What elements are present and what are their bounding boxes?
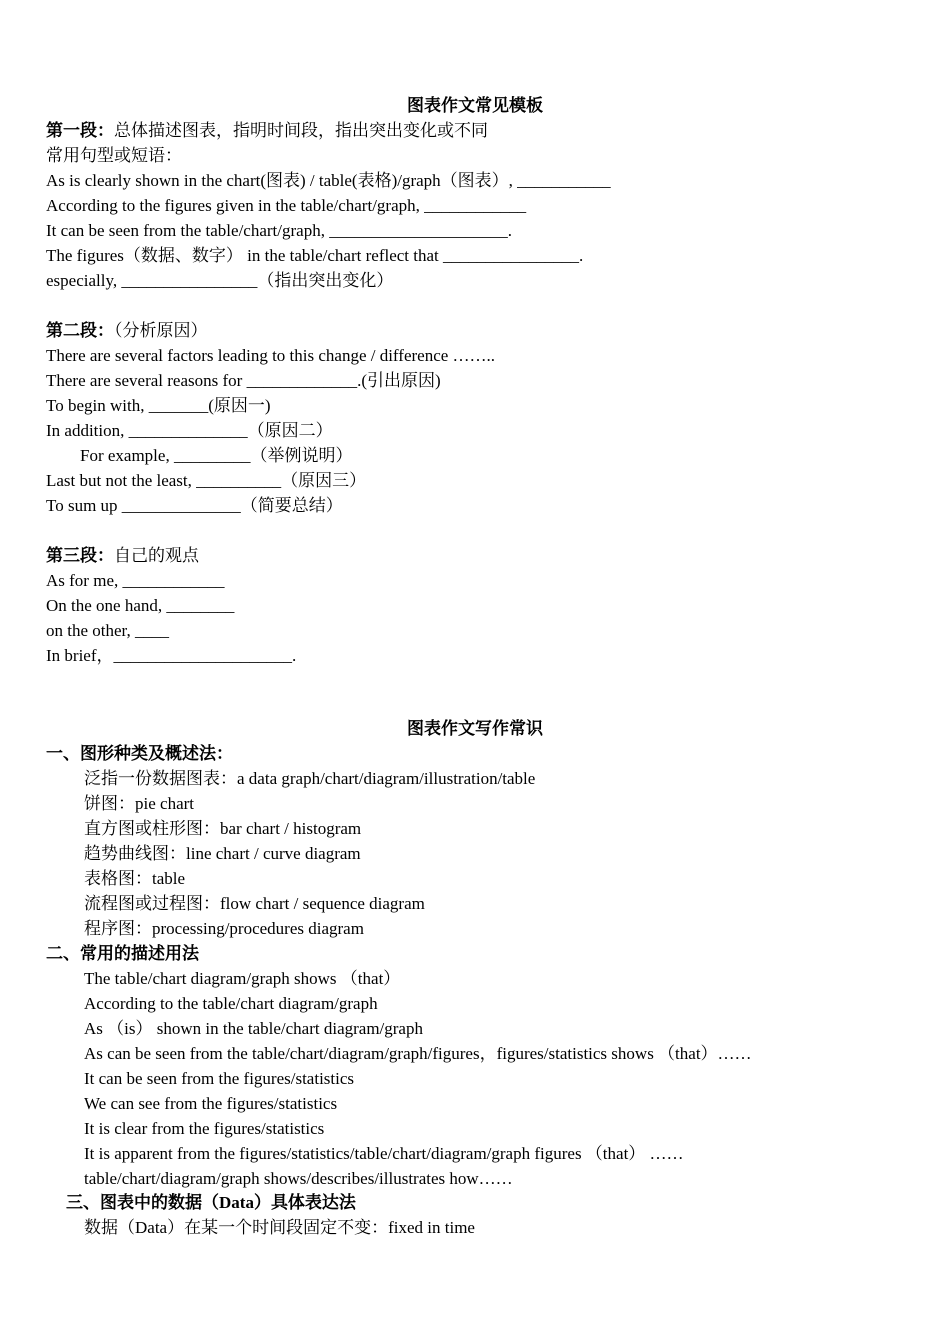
text-line: For example, _________（举例说明） bbox=[80, 446, 353, 465]
text-line: In brief，_____________________. bbox=[46, 646, 297, 665]
list-item: We can see from the figures/statistics bbox=[84, 1094, 338, 1113]
paragraph-3-heading bbox=[46, 543, 199, 568]
list-item: 直方图或柱形图：bar chart / histogram bbox=[84, 819, 362, 838]
paragraph-2-description: （分析原因） bbox=[114, 321, 208, 340]
list-item: 饼图：pie chart bbox=[84, 794, 194, 813]
text-line: On the one hand, ________ bbox=[46, 596, 235, 615]
section-2-heading: 二、常用的描述用法 bbox=[46, 944, 199, 963]
list-item: 数据（Data）在某一个时间段固定不变：fixed in time bbox=[84, 1218, 475, 1237]
text-line: on the other, ____ bbox=[46, 621, 170, 640]
list-item: As can be seen from the table/chart/diagram/graph/figures，figures/statistics shows （that）…… bbox=[84, 1044, 752, 1063]
list-item: It is apparent from the figures/statistics/table/chart/diagram/graph figures （that） …… bbox=[84, 1144, 684, 1163]
list-item: As （is） shown in the table/chart diagram/graph bbox=[84, 1019, 423, 1038]
paragraph-1-heading bbox=[46, 118, 488, 143]
text-line: There are several reasons for _____________.(引出原因) bbox=[46, 371, 441, 390]
text-line: There are several factors leading to this change / difference …….. bbox=[46, 346, 496, 365]
list-item: It is clear from the figures/statistics bbox=[84, 1119, 325, 1138]
text-line: As for me, ____________ bbox=[46, 571, 225, 590]
text-line: The figures（数据、数字） in the table/chart reflect that ________________. bbox=[46, 246, 584, 265]
text-line: Last but not the least, __________（原因三） bbox=[46, 471, 367, 490]
text-line: It can be seen from the table/chart/graph, _____________________. bbox=[46, 221, 512, 240]
paragraph-2-heading bbox=[46, 318, 208, 343]
list-item: table/chart/diagram/graph shows/describes/illustrates how…… bbox=[84, 1169, 513, 1188]
text-line: 常用句型或短语： bbox=[46, 146, 182, 165]
template-title: 图表作文常见模板 bbox=[407, 96, 543, 115]
list-item: 趋势曲线图：line chart / curve diagram bbox=[84, 844, 361, 863]
text-line: As is clearly shown in the chart(图表) / table(表格)/graph（图表）, ___________ bbox=[46, 171, 611, 190]
paragraph-1-label: 第一段： bbox=[46, 121, 114, 140]
list-item: The table/chart diagram/graph shows （that） bbox=[84, 969, 401, 988]
paragraph-2-label: 第二段： bbox=[46, 321, 114, 340]
paragraph-1-description: 总体描述图表，指明时间段，指出突出变化或不同 bbox=[114, 121, 488, 140]
list-item: 泛指一份数据图表：a data graph/chart/diagram/illustration/table bbox=[84, 769, 536, 788]
text-line: To begin with, _______(原因一) bbox=[46, 396, 271, 415]
text-line: To sum up ______________（简要总结） bbox=[46, 496, 343, 515]
list-item: 表格图：table bbox=[84, 869, 186, 888]
section-3-heading: 三、图表中的数据（Data）具体表达法 bbox=[66, 1193, 356, 1212]
text-line: According to the figures given in the table/chart/graph, ____________ bbox=[46, 196, 527, 215]
paragraph-3-label: 第三段： bbox=[46, 546, 114, 565]
list-item: 程序图：processing/procedures diagram bbox=[84, 919, 364, 938]
list-item: It can be seen from the figures/statistics bbox=[84, 1069, 355, 1088]
paragraph-3-description: 自己的观点 bbox=[114, 546, 199, 565]
list-item: 流程图或过程图：flow chart / sequence diagram bbox=[84, 894, 425, 913]
knowledge-title: 图表作文写作常识 bbox=[407, 719, 543, 738]
section-1-heading: 一、图形种类及概述法： bbox=[46, 744, 233, 763]
text-line: especially, ________________（指出突出变化） bbox=[46, 271, 394, 290]
text-line: In addition, ______________（原因二） bbox=[46, 421, 333, 440]
list-item: According to the table/chart diagram/graph bbox=[84, 994, 378, 1013]
